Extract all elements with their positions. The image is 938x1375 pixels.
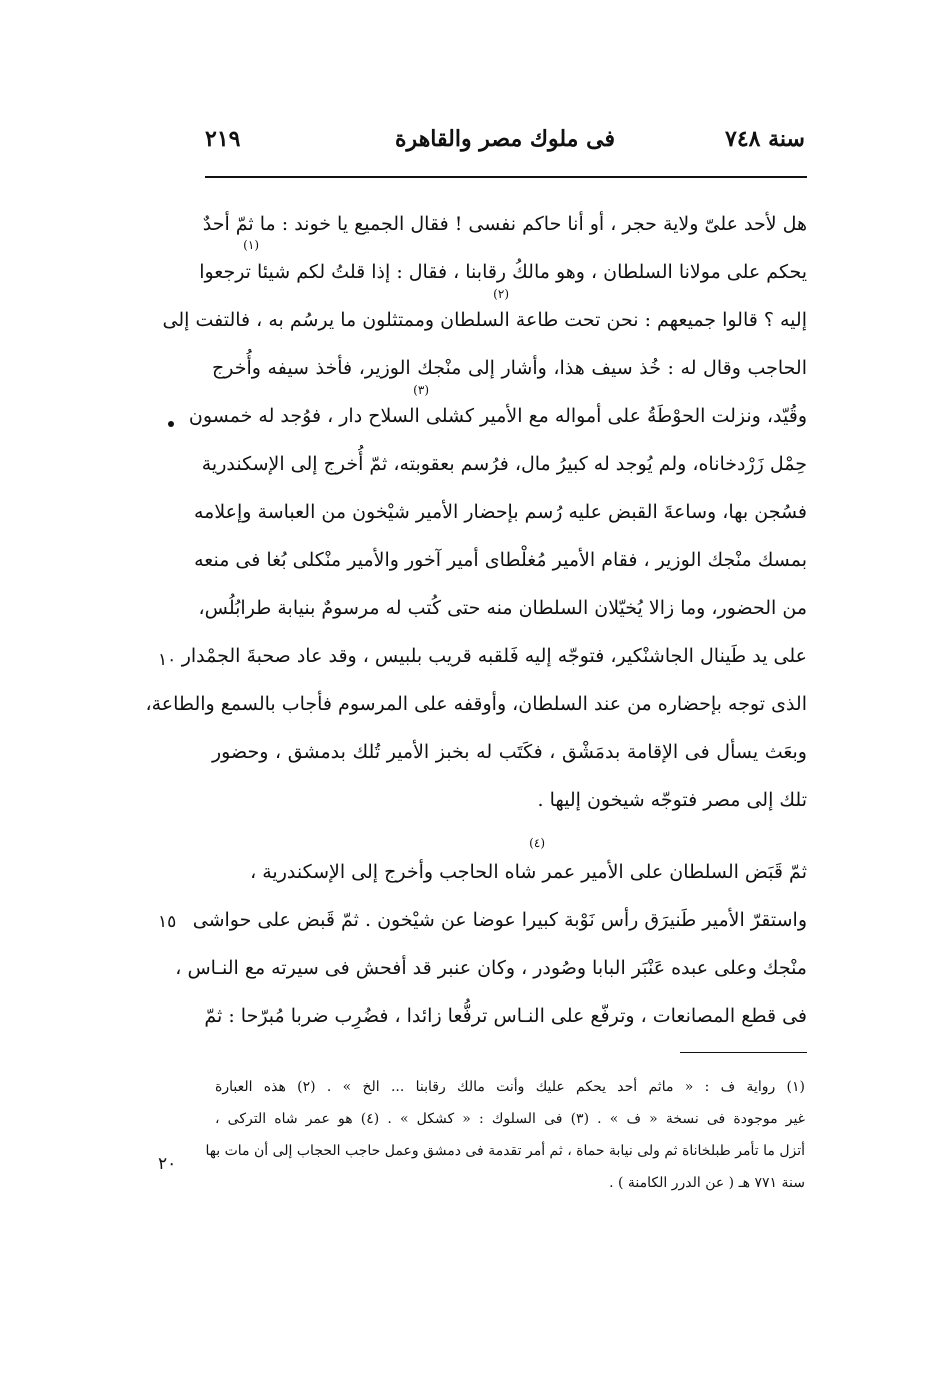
body-line-1: هل لأحد علىّ ولاية حجر ، أو أنا حاكم نفسى ! فقال الجميع يا خوند : ما ثمّ أحدٌ bbox=[202, 213, 807, 235]
body-line-13: تلك إلى مصر فتوجّه شيخون إليها . bbox=[537, 789, 807, 811]
body-line-7: فسُجن بها، وساعةَ القبض عليه رُسم بإحضار الأمير شيْخون من العباسة وإعلامه bbox=[193, 501, 807, 523]
body-line-6: حِمْل زَرْدخاناه، ولم يُوجد له كبيرُ مال، فرُسم بعقوبته، ثمّ أُخرج إلى الإسكندرية bbox=[201, 453, 807, 475]
body-line-10: على يد طَينال الجاشنْكير، فتوجّه إليه فَلقبه قريب بلبيس ، وقد عاد صحبةَ الجمْدار bbox=[181, 645, 807, 667]
body-line-11: الذى توجه بإحضاره من عند السلطان، وأوقفه على المرسوم فأجاب بالسمع والطاعة، bbox=[145, 693, 807, 715]
body-line-15: واستقرّ الأمير طَنيرَق رأس نَوْبة كبيرا عوضا عن شيْخون . ثمّ قَبض على حواشى bbox=[192, 909, 807, 931]
body-line-2: يحكم على مولانا السلطان ، وهو مالكُ رقابنا ، فقال : إذا قلتُ لكم شيئا ترجعوا bbox=[199, 261, 807, 283]
margin-dot-5 bbox=[168, 421, 174, 427]
body-line-9: من الحضور، وما زالا يُخيّلان السلطان منه حتى كُتب له مرسومٌ بنيابة طرابُلُس، bbox=[198, 597, 807, 619]
margin-number-10: ١٠ bbox=[158, 650, 177, 670]
margin-number-20: ٢٠ bbox=[158, 1154, 177, 1174]
header-title: فى ملوك مصر والقاهرة bbox=[395, 126, 615, 152]
page-header bbox=[205, 126, 805, 166]
footnote-marker-2: (٢) bbox=[493, 287, 509, 301]
body-line-17: فى قطع المصانعات ، وترفّع على النـاس ترفُّعا زائدا ، فضُرِب ضربا مُبرّحا : ثمّ bbox=[204, 1005, 807, 1027]
margin-number-15: ١٥ bbox=[158, 912, 177, 932]
footnote-line-2: غير موجودة فى نسخة « ف » . (٣) فى السلوك : « كشكل » . (٤) هو عمر شاه التركى ، bbox=[215, 1111, 805, 1127]
footnote-rule bbox=[680, 1052, 807, 1053]
footnote-marker-1: (١) bbox=[243, 238, 259, 252]
header-year: سنة ٧٤٨ bbox=[725, 126, 805, 152]
footnote-line-1: (١) رواية ف : « ماثم أحد يحكم عليك وأنت مالك رقابنا ... الخ » . (٢) هذه العبارة bbox=[215, 1079, 805, 1095]
body-line-3: إليه ؟ قالوا جميعهم : نحن تحت طاعة السلطان وممتثلون ما يرسُم به ، فالتفت إلى bbox=[162, 309, 807, 331]
body-line-8: بمسك منْجك الوزير ، فقام الأمير مُغلْطاى أمير آخور والأمير منْكلى بُغا فى منعه bbox=[194, 549, 807, 571]
footnote-line-3: أتزل ما تأمر طبلخاناة ثم ولى نيابة حماة ، ثم أمر تقدمة فى دمشق وعمل حاجب الحجاب إلى أن مات بها bbox=[205, 1143, 805, 1159]
footnote-line-4: سنة ٧٧١ هـ ( عن الدرر الكامنة ) . bbox=[609, 1175, 805, 1191]
body-line-4: الحاجب وقال له : خُذ سيف هذا، وأشار إلى منْجك الوزير، فأخذ سيفه وأُخرج bbox=[212, 357, 807, 379]
body-line-5: وقُيّد، ونزلت الحوْطَةُ على أمواله مع الأمير كشلى السلاح دار ، فوُجد له خمسون bbox=[188, 405, 807, 427]
body-line-16: منْجك وعلى عبده عَنْبَر البابا وصُودر ، وكان عنبر قد أفحش فى سيرته مع النـاس ، bbox=[175, 957, 807, 979]
header-rule bbox=[205, 176, 807, 178]
footnote-marker-3: (٣) bbox=[413, 383, 429, 397]
page-number: ٢١٩ bbox=[205, 126, 241, 152]
body-line-14: ثمّ قَبَض السلطان على الأمير عمر شاه الحاجب وأخرج إلى الإسكندرية ، bbox=[250, 861, 807, 883]
footnote-marker-4: (٤) bbox=[529, 836, 545, 850]
body-line-12: وبعَث يسأل فى الإقامة بدمَشْق ، فكَتَب له بخبز الأمير تُلك بدمشق ، وحضور bbox=[212, 741, 807, 763]
